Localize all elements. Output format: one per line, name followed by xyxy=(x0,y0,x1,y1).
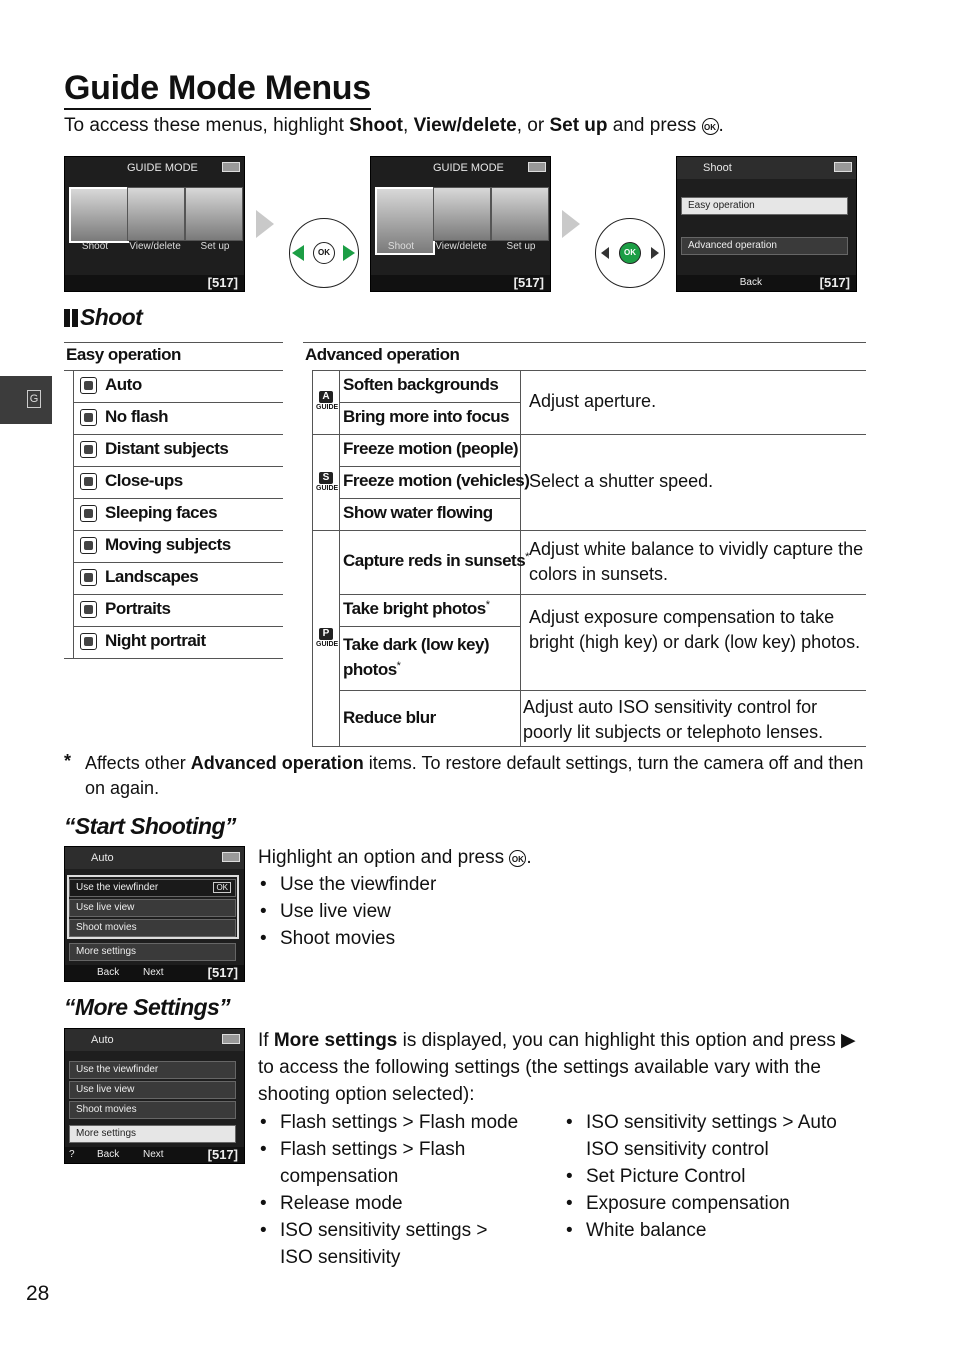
easy-operation-item: Close-ups xyxy=(105,471,183,490)
menu-item-label: Use the viewfinder xyxy=(76,882,159,893)
footnote-text xyxy=(85,751,865,801)
capture-reds-in-sunsets xyxy=(343,551,529,571)
intro-suffix: and press xyxy=(607,115,702,136)
cell-text: Capture reds in sunsets xyxy=(343,551,526,570)
soften-backgrounds: Soften backgrounds xyxy=(343,375,499,394)
more-settings-screen xyxy=(64,1028,245,1164)
thumb-label-view-delete: View/delete xyxy=(435,241,487,252)
right-arrow-icon xyxy=(651,247,659,259)
cell-text: photos xyxy=(343,660,397,679)
thumb-label-set-up: Set up xyxy=(506,241,536,252)
thumb-label-view-delete: View/delete xyxy=(129,241,181,252)
intro-shoot: Shoot xyxy=(349,115,403,136)
thumb-label-shoot: Shoot xyxy=(387,241,415,252)
multi-selector-icon xyxy=(289,218,359,288)
intro-text xyxy=(64,115,724,137)
menu-item-use-viewfinder[interactable]: Use the viewfinder xyxy=(69,1061,236,1079)
table-rule xyxy=(312,746,866,747)
menu-item-more-settings[interactable]: More settings xyxy=(69,1125,236,1143)
table-rule xyxy=(339,498,520,499)
next-label: Next xyxy=(143,967,164,978)
scene-mode-icon xyxy=(80,601,97,618)
table-rule xyxy=(73,498,283,499)
menu-item-shoot-movies[interactable]: Shoot movies xyxy=(69,919,236,937)
section-tab xyxy=(0,376,52,424)
screen-title: Auto xyxy=(65,847,244,869)
table-rule xyxy=(339,626,520,627)
bring-more-into-focus: Bring more into focus xyxy=(343,407,510,426)
menu-item-use-live-view[interactable]: Use live view xyxy=(69,899,236,917)
left-arrow-icon xyxy=(292,245,304,261)
list-item: • Flash settings > Flash mode xyxy=(258,1109,548,1136)
para-mid: is displayed, you can highlight this option and press xyxy=(397,1030,841,1051)
section-heading-start-shooting: “Start Shooting” xyxy=(64,813,236,839)
footnote-suffix: items. To restore default settings, turn the camera off and then on again. xyxy=(85,753,864,798)
more-settings-paragraph xyxy=(258,1027,858,1108)
list-item: • Flash settings > Flash compensation xyxy=(258,1136,520,1190)
guide-label: GUIDE xyxy=(316,404,339,411)
flow-arrow-icon xyxy=(256,210,274,238)
mode-letter: S xyxy=(319,472,333,484)
table-rule xyxy=(303,342,866,343)
shoot-menu-screen xyxy=(676,156,857,292)
screen-title: Shoot xyxy=(677,157,856,179)
scene-mode-icon xyxy=(80,377,97,394)
screen-title: GUIDE MODE xyxy=(433,162,504,174)
table-rule xyxy=(64,658,283,659)
aperture-priority-guide-icon xyxy=(316,391,339,412)
list-item: • ISO sensitivity settings > ISO sensitivity xyxy=(258,1217,520,1271)
scene-mode-icon xyxy=(80,441,97,458)
menu-item-easy-operation[interactable]: Easy operation xyxy=(681,197,848,215)
table-rule xyxy=(64,342,283,343)
list-item: • Shoot movies xyxy=(258,925,436,952)
screen-footer xyxy=(677,275,856,291)
footnote-mark: * xyxy=(525,551,529,563)
table-rule xyxy=(73,594,283,595)
easy-operation-item: Night portrait xyxy=(105,631,206,650)
back-label: Back xyxy=(739,277,762,288)
set-up-thumbnail xyxy=(185,187,243,241)
table-rule xyxy=(339,690,866,691)
right-arrow-icon xyxy=(343,245,355,261)
start-shooting-lead xyxy=(258,844,532,871)
scene-mode-icon xyxy=(80,569,97,586)
view-delete-thumbnail xyxy=(433,187,491,241)
table-rule xyxy=(73,370,74,658)
section-marker-icon xyxy=(72,309,78,327)
intro-set-up: Set up xyxy=(549,115,608,136)
easy-operation-item: No flash xyxy=(105,407,169,426)
ok-button-icon: OK xyxy=(509,850,526,867)
multi-selector-icon xyxy=(595,218,665,288)
scene-mode-icon xyxy=(80,505,97,522)
start-shooting-screen xyxy=(64,846,245,982)
right-arrow-icon: ▶ xyxy=(840,1030,856,1051)
table-rule xyxy=(73,562,283,563)
aperture-description: Adjust aperture. xyxy=(529,391,657,411)
footnote-prefix: Affects other xyxy=(85,753,191,773)
intro-end: . xyxy=(718,115,724,136)
table-rule xyxy=(339,466,520,467)
para-prefix: If xyxy=(258,1030,274,1051)
white-balance-description: Adjust white balance to vividly capture the colors in sunsets. xyxy=(529,539,864,584)
set-up-thumbnail xyxy=(491,187,549,241)
take-dark-photos-line-2 xyxy=(343,660,400,680)
intro-sep1: , xyxy=(403,115,414,136)
easy-operation-header: Easy operation xyxy=(66,345,181,364)
section-heading-more-settings: “More Settings” xyxy=(64,994,231,1020)
program-guide-icon xyxy=(316,628,339,649)
battery-icon xyxy=(834,162,852,172)
screen-title: Auto xyxy=(65,1029,244,1051)
freeze-motion-vehicles: Freeze motion (vehicles) xyxy=(343,471,530,490)
page-ref: [517] xyxy=(819,275,850,290)
mode-letter: A xyxy=(319,391,333,403)
guide-label: GUIDE xyxy=(316,485,339,492)
take-dark-photos-line-1: Take dark (low key) xyxy=(343,635,490,654)
table-rule xyxy=(339,402,520,403)
screen-footer xyxy=(65,1147,244,1163)
scene-mode-icon xyxy=(80,409,97,426)
page-number: 28 xyxy=(26,1282,50,1305)
ok-badge: OK xyxy=(213,882,231,893)
lead-end: . xyxy=(526,847,532,868)
list-item: • White balance xyxy=(564,1217,854,1244)
section-heading-shoot xyxy=(64,304,142,331)
battery-icon xyxy=(222,162,240,172)
thumb-label-set-up: Set up xyxy=(200,241,230,252)
battery-icon xyxy=(222,1034,240,1044)
table-rule xyxy=(73,530,283,531)
footnote-mark: * xyxy=(485,599,490,611)
up-arrow-icon xyxy=(319,222,329,229)
more-settings-list-left xyxy=(258,1109,548,1271)
battery-icon xyxy=(222,852,240,862)
para-bold: More settings xyxy=(273,1030,398,1051)
menu-item-more-settings[interactable]: More settings xyxy=(69,943,236,961)
footnote-mark: * xyxy=(396,660,401,672)
scene-mode-icon xyxy=(80,537,97,554)
menu-item-shoot-movies[interactable]: Shoot movies xyxy=(69,1101,236,1119)
scene-mode-icon xyxy=(80,633,97,650)
page-title: Guide Mode Menus xyxy=(64,68,371,110)
screen-footer xyxy=(371,275,550,291)
more-settings-list-right xyxy=(564,1109,854,1244)
table-rule xyxy=(339,594,866,595)
battery-icon xyxy=(528,162,546,172)
list-item: • Exposure compensation xyxy=(564,1190,854,1217)
guide-mode-screen-1 xyxy=(64,156,245,292)
show-water-flowing: Show water flowing xyxy=(343,503,493,522)
intro-view-delete: View/delete xyxy=(413,115,517,136)
shutter-description: Select a shutter speed. xyxy=(529,471,714,491)
menu-item-use-viewfinder[interactable] xyxy=(69,879,236,897)
list-item: • Use live view xyxy=(258,898,436,925)
back-label: Back xyxy=(97,967,120,978)
reduce-blur: Reduce blur xyxy=(343,708,436,727)
easy-operation-item: Moving subjects xyxy=(105,535,231,554)
table-rule xyxy=(73,466,283,467)
list-item: • Use the viewfinder xyxy=(258,871,436,898)
advanced-operation-header: Advanced operation xyxy=(305,345,460,364)
intro-sep2: , or xyxy=(516,115,550,136)
shutter-priority-guide-icon xyxy=(316,472,339,493)
exposure-description: Adjust exposure compensation to take bright (high key) or dark (low key) photos. xyxy=(529,607,861,652)
table-rule xyxy=(64,370,283,371)
menu-item-use-live-view[interactable]: Use live view xyxy=(69,1081,236,1099)
shoot-thumbnail xyxy=(69,187,129,243)
list-item: • Set Picture Control xyxy=(564,1163,854,1190)
take-bright-photos xyxy=(343,599,490,619)
menu-item-advanced-operation[interactable]: Advanced operation xyxy=(681,237,848,255)
section-tab-label: G xyxy=(27,390,41,408)
cell-text: Take bright photos xyxy=(343,599,486,618)
mode-letter: P xyxy=(319,628,333,640)
section-heading-text: Shoot xyxy=(80,304,143,330)
ok-button-icon: OK xyxy=(619,242,641,264)
thumb-label-shoot: Shoot xyxy=(81,241,109,252)
view-delete-thumbnail xyxy=(127,187,185,241)
screen-title: GUIDE MODE xyxy=(127,162,198,174)
ok-button-icon: OK xyxy=(313,242,335,264)
easy-operation-item: Portraits xyxy=(105,599,171,618)
table-rule xyxy=(312,530,866,531)
table-rule xyxy=(312,370,866,371)
ok-button-icon: OK xyxy=(702,118,719,135)
easy-operation-item: Sleeping faces xyxy=(105,503,218,522)
reduce-blur-description: Adjust auto ISO sensitivity control for poorly lit subjects or telephoto lenses. xyxy=(523,697,824,742)
screen-footer xyxy=(65,275,244,291)
page-ref: [517] xyxy=(207,1147,238,1162)
para-suffix: to access the following settings (the settings available vary with the shooting option selected): xyxy=(258,1057,821,1105)
page-ref: [517] xyxy=(207,965,238,980)
screen-footer xyxy=(65,965,244,981)
table-rule xyxy=(73,434,283,435)
intro-prefix: To access these menus, highlight xyxy=(64,115,350,136)
flow-arrow-icon xyxy=(562,210,580,238)
list-item: • Release mode xyxy=(258,1190,548,1217)
start-shooting-list xyxy=(258,871,436,952)
list-item: • ISO sensitivity settings > Auto ISO sensitivity control xyxy=(564,1109,856,1163)
footnote-bold: Advanced operation xyxy=(190,753,364,773)
easy-operation-item: Landscapes xyxy=(105,567,199,586)
help-icon: ? xyxy=(69,1149,75,1160)
guide-label: GUIDE xyxy=(316,641,339,648)
next-label: Next xyxy=(143,1149,164,1160)
footnote-mark: * xyxy=(64,751,72,771)
table-rule xyxy=(312,370,313,747)
table-rule xyxy=(73,402,283,403)
lead-text: Highlight an option and press xyxy=(258,847,510,868)
page-ref: [517] xyxy=(207,275,238,290)
back-label: Back xyxy=(97,1149,120,1160)
section-marker-icon xyxy=(64,309,70,327)
table-rule xyxy=(312,434,866,435)
easy-operation-item: Auto xyxy=(105,375,142,394)
guide-mode-screen-2 xyxy=(370,156,551,292)
left-arrow-icon xyxy=(601,247,609,259)
scene-mode-icon xyxy=(80,473,97,490)
easy-operation-item: Distant subjects xyxy=(105,439,229,458)
table-rule xyxy=(73,626,283,627)
freeze-motion-people: Freeze motion (people) xyxy=(343,439,519,458)
page-ref: [517] xyxy=(513,275,544,290)
